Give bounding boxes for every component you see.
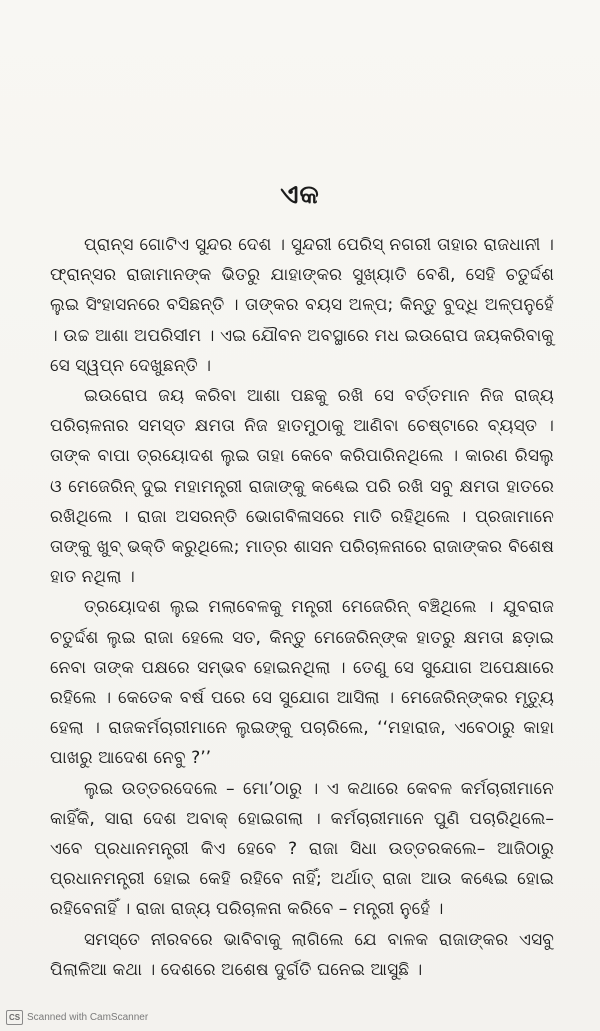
chapter-title: ଏକ <box>280 180 320 210</box>
scanner-watermark <box>6 1010 148 1025</box>
paragraph: ତ୍ରୟୋଦଶ ଲୁଇ ମଲାବେଳକୁ ମନ୍ତ୍ରୀ ମେଜେରିନ୍ ବଞ୍ଚିଥିଲେ । ଯୁବରାଜ ଚତୁର୍ଦ୍ଦଶ ଲୁଇ ରାଜା ହେଲେ ସତ, କିନ୍ତୁ ମେଜେରିନ୍‌ଙ୍କ ହାତରୁ କ୍ଷମତା ଛଡ଼ାଇ ନେବା ତାଙ୍କ ପକ୍ଷରେ ସମ୍ଭବ ହୋଇନଥିଲା । ତେଣୁ ସେ ସୁଯୋଗ ଅପେକ୍ଷାରେ ରହିଲେ । କେତେକ ବର୍ଷ ପରେ ସେ ସୁଯୋଗ ଆସିଲା । ମେଜେରିନ୍‌ଙ୍କର ମୃତ୍ୟୁ ହେଲା । ରାଜକର୍ମଚାରୀମାନେ ଲୁଇଙ୍କୁ ପଚାରିଲେ, ‘‘ମହାରାଜ, ଏବେଠାରୁ କାହା ପାଖରୁ ଆଦେଶ ନେବୁ ?’’ <box>50 597 554 769</box>
paragraph: ପ୍ରାନ୍ସ ଗୋଟିଏ ସୁନ୍ଦର ଦେଶ । ସୁନ୍ଦରୀ ପେରିସ୍ ନଗରୀ ତାହାର ରାଜଧାନୀ । ଫ୍ରାନ୍ସର ରାଜାମାନଙ୍କ ଭିତରୁ ଯାହାଙ୍କର ସୁଖ୍ୟାତି ବେଶି, ସେହି ଚତୁର୍ଦ୍ଦଶ ଲୁଇ ସିଂହାସନରେ ବସିଛନ୍ତି । ତାଙ୍କର ବୟସ ଅଳ୍ପ; କିନ୍ତୁ ବୁଦ୍ଧି ଅଳ୍ପନୁହେଁ । ଉଚ୍ଚ ଆଶା ଅପରିସୀମ । ଏଇ ଯୌବନ ଅବସ୍ଥାରେ ମଧ ଇଉରୋପ ଜୟକରିବାକୁ ସେ ସ୍ୱପ୍ନ ଦେଖୁଛନ୍ତି । <box>50 235 554 376</box>
paragraph: ଲୁଇ ଉତ୍ତରଦେଲେ – ମୋ’ଠାରୁ । ଏ କଥାରେ କେବଳ କର୍ମଚାରୀମାନେ କାହିଁକି, ସାରା ଦେଶ ଅବାକ୍ ହୋଇଗଲା । କର୍ମଚାରୀମାନେ ପୁଣି ପଚାରିଥିଲେ– ଏବେ ପ୍ରଧାନମନ୍ତ୍ରୀ କିଏ ହେବେ ? ରାଜା ସିଧା ଉତ୍ତରକଲେ– ଆଜିଠାରୁ ପ୍ରଧାନମନ୍ତ୍ରୀ ହୋଇ କେହି ରହିବେ ନାହିଁ; ଅର୍ଥାତ୍ ରାଜା ଆଉ କଣ୍ଢେଇ ହୋଇ ରହିବେନାହିଁ । ରାଜା ରାଜ୍ୟ ପରିଚାଳନା କରିବେ – ମନ୍ତ୍ରୀ ନୁହେଁ । <box>50 778 554 920</box>
body-text <box>50 230 554 985</box>
camscanner-logo-icon: CS <box>6 1010 23 1025</box>
watermark-label: Scanned with CamScanner <box>27 1012 149 1023</box>
paragraph: ସମସ୍ତେ ନୀରବରେ ଭାବିବାକୁ ଲାଗିଲେ ଯେ ବାଳକ ରାଜାଙ୍କର ଏସବୁ ପିଲାଳିଆ କଥା । ଦେଶରେ ଅଶେଷ ଦୁର୍ଗତି ଘନେଇ ଆସୁଛି । <box>50 929 554 980</box>
paragraph: ଇଉରୋପ ଜୟ କରିବା ଆଶା ପଛକୁ ରଖି ସେ ବର୍ତ୍ତମାନ ନିଜ ରାଜ୍ୟ ପରିଚାଳନାର ସମସ୍ତ କ୍ଷମତା ନିଜ ହାତମୁଠାକୁ ଆଣିବା ଚେଷ୍ଟାରେ ବ୍ୟସ୍ତ । ତାଙ୍କ ବାପା ତ୍ରୟୋଦଶ ଲୁଇ ତାହା କେବେ କରିପାରିନଥିଲେ । କାରଣ ରିସଲୁ ଓ ମେଜେରିନ୍ ଦୁଇ ମହାମନ୍ତ୍ରୀ ରାଜାଙ୍କୁ କଣ୍ଢେଇ ପରି ରଖି ସବୁ କ୍ଷମତା ହାତରେ ରଖିଥିଲେ । ରାଜା ଅସରନ୍ତି ଭୋଗବିଳାସରେ ମାତି ରହିଥିଲେ । ପ୍ରଜାମାନେ ତାଙ୍କୁ ଖୁବ୍ ଭକ୍ତି କରୁଥିଲେ; ମାତ୍ର ଶାସନ ପରିଚାଳନାରେ ରାଜାଙ୍କର ବିଶେଷ ହାତ ନଥିଲା । <box>50 386 554 588</box>
